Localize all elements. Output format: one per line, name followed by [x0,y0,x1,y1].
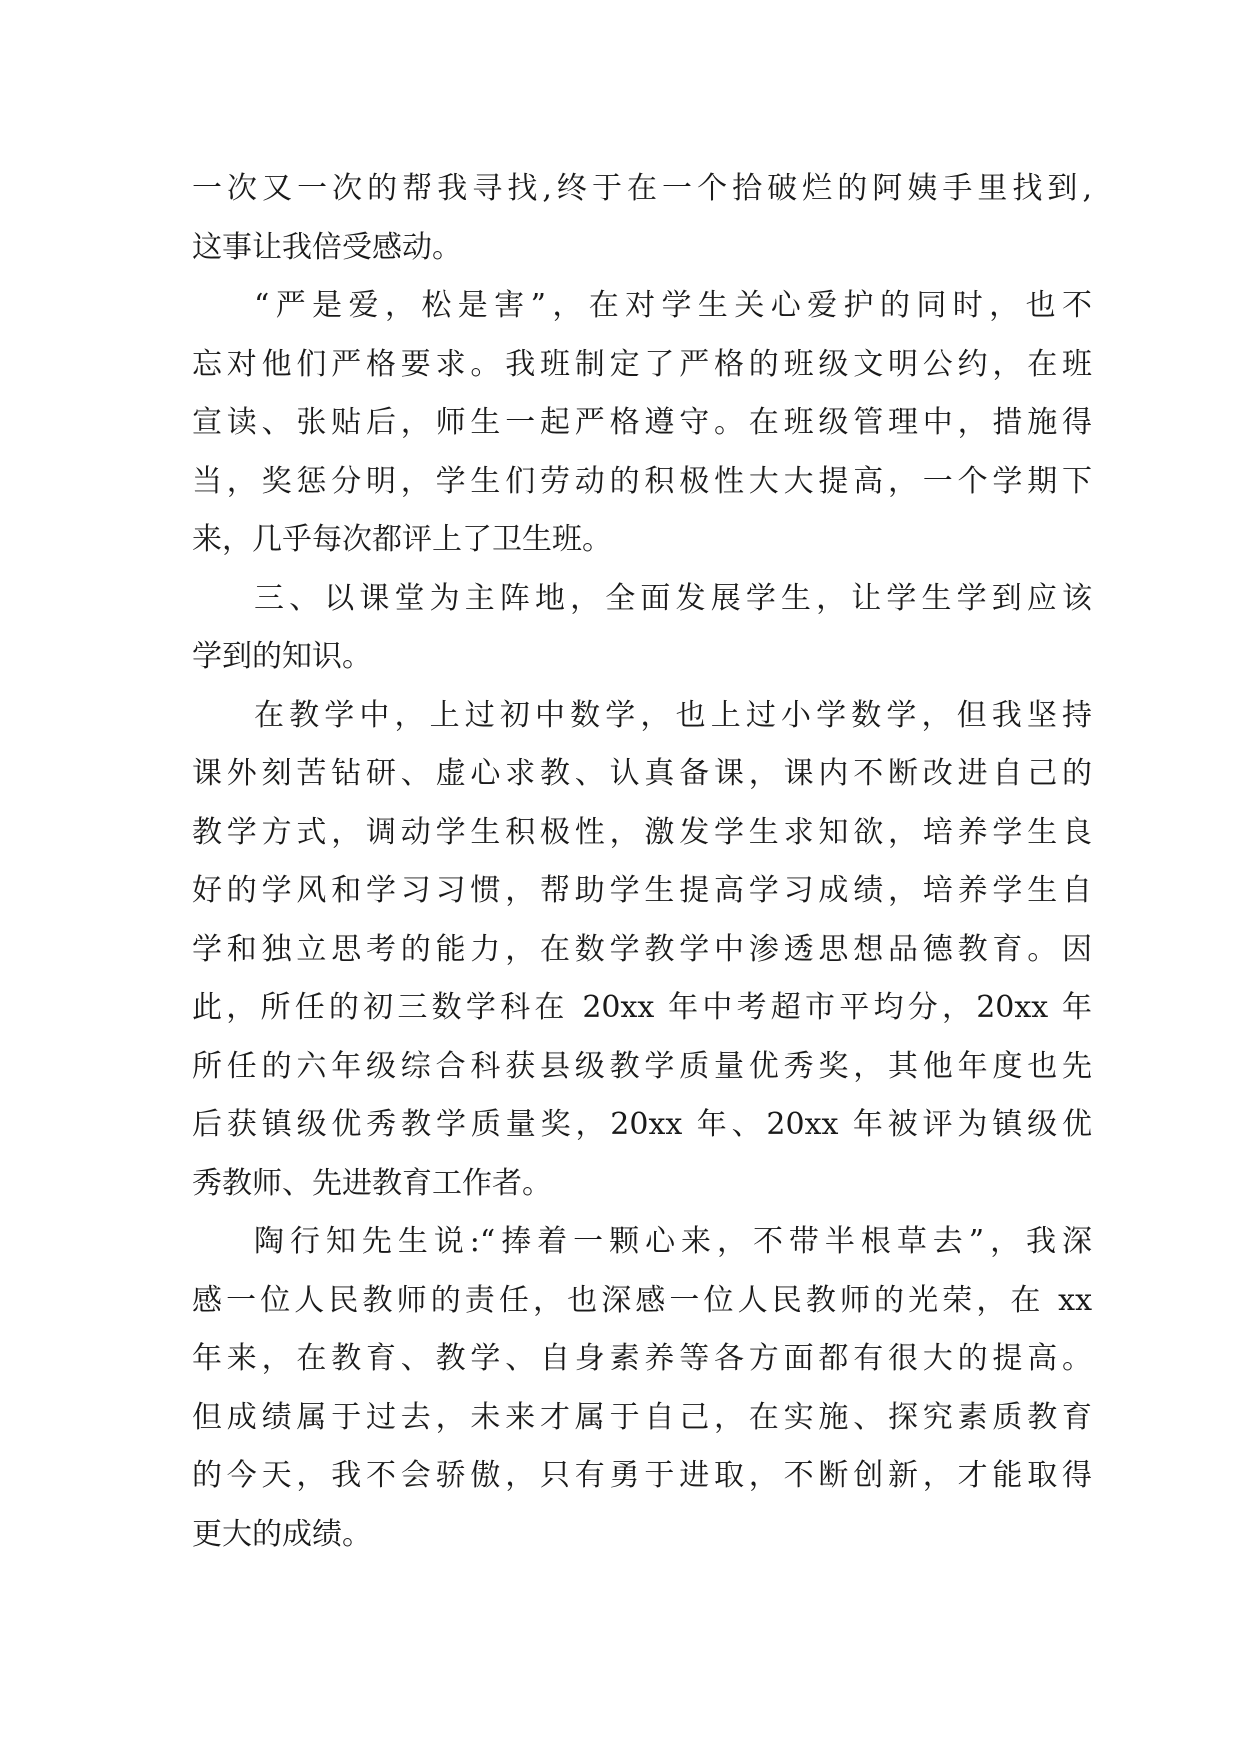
text-line: 后获镇级优秀教学质量奖，20xx 年、20xx 年被评为镇级优 [192,1107,1092,1142]
paragraph-4 [192,687,1092,1214]
document-body [192,160,1092,1564]
paragraph-5 [192,1213,1092,1564]
text-line: 好的学风和学习习惯，帮助学生提高学习成绩，培养学生自 [192,873,1092,908]
text-line: 教学方式，调动学生积极性，激发学生求知欲，培养学生良 [192,814,1092,850]
paragraph-1 [192,160,1092,277]
text-line: 所任的六年级综合科获县级教学质量优秀奖，其他年度也先 [192,1048,1092,1084]
text-line: 宣读、张贴后，师生一起严格遵守。在班级管理中，措施得 [192,405,1092,440]
text-line: “严是爱，松是害”，在对学生关心爱护的同时，也不 [254,288,1092,323]
text-line: 感一位人民教师的责任，也深感一位人民教师的光荣，在 xx [192,1282,1092,1318]
text-line: 此，所任的初三数学科在 20xx 年中考超市平均分，20xx 年 [192,990,1092,1025]
text-line: 但成绩属于过去，未来才属于自己，在实施、探究素质教育 [192,1399,1092,1435]
text-line: 秀教师、先进教育工作者。 [192,1165,552,1201]
paragraph-2 [192,277,1092,570]
text-line: 年来，在教育、教学、自身素养等各方面都有很大的提高。 [192,1341,1092,1376]
text-line: 学和独立思考的能力，在数学教学中渗透思想品德教育。因 [192,931,1092,967]
text-line: 更大的成绩。 [192,1516,372,1552]
text-line: 学到的知识。 [192,639,372,674]
text-line: 这事让我倍受感动。 [192,229,462,265]
text-line: 陶行知先生说:“捧着一颗心来，不带半根草去”，我深 [254,1224,1092,1259]
text-line: 当，奖惩分明，学生们劳动的积极性大大提高，一个学期下 [192,463,1092,499]
paragraph-3 [192,570,1092,687]
text-line: 课外刻苦钻研、虚心求教、认真备课，课内不断改进自己的 [192,756,1092,791]
text-line: 忘对他们严格要求。我班制定了严格的班级文明公约，在班 [192,346,1092,382]
text-line: 在教学中，上过初中数学，也上过小学数学，但我坚持 [254,697,1092,733]
text-line: 一次又一次的帮我寻找,终于在一个拾破烂的阿姨手里找到, [192,171,1092,206]
text-line: 三、以课堂为主阵地，全面发展学生，让学生学到应该 [254,580,1092,616]
text-line: 来，几乎每次都评上了卫生班。 [192,522,612,557]
text-line: 的今天，我不会骄傲，只有勇于进取，不断创新，才能取得 [192,1458,1092,1493]
